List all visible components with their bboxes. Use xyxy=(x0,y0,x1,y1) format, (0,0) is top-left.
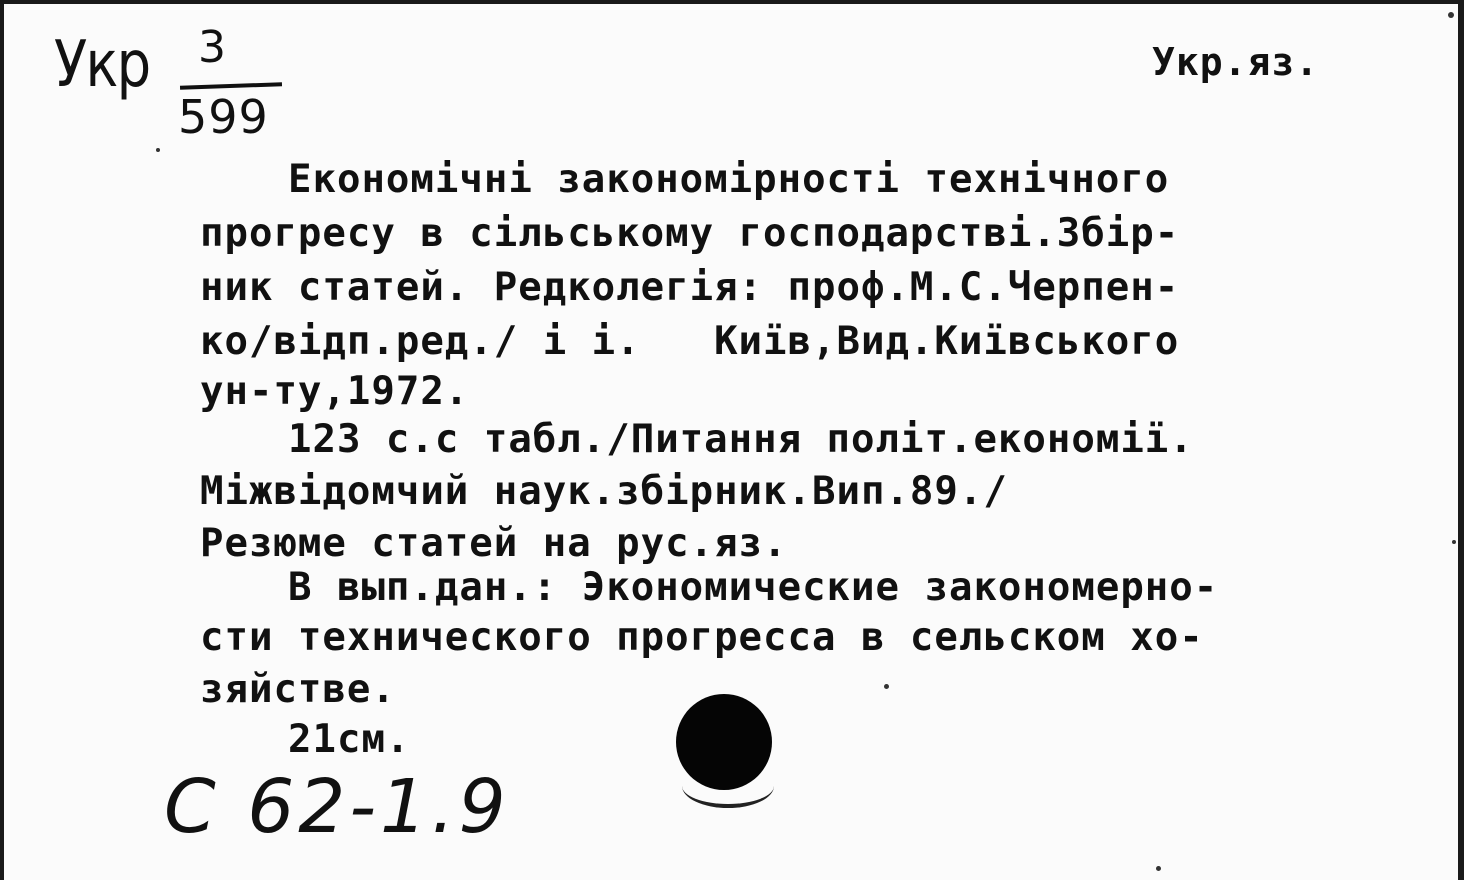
card-top-edge xyxy=(0,0,1464,4)
shelf-mark-denominator: 599 xyxy=(178,90,269,144)
record-line: 123 с.с табл./Питання політ.економії. xyxy=(288,417,1194,462)
record-line: ун-ту,1972. xyxy=(200,369,470,414)
shelf-mark-prefix: Укр xyxy=(54,28,150,102)
card-right-edge xyxy=(1458,0,1464,880)
record-line: сти технического прогресса в сельском хо- xyxy=(200,615,1204,660)
scan-speck xyxy=(1448,12,1454,18)
record-line: прогресу в сільському господарстві.Збір- xyxy=(200,211,1180,256)
record-line: зяйстве. xyxy=(200,667,396,712)
call-number: С 62-1.9 xyxy=(164,764,510,850)
record-line: ко/відп.ред./ і і. Київ,Вид.Київського xyxy=(200,319,1180,364)
record-line: Резюме статей на рус.яз. xyxy=(200,521,788,566)
shelf-mark-fraction-bar xyxy=(180,82,282,90)
language-note: Укр.яз. xyxy=(1152,40,1320,84)
record-line: Міжвідомчий наук.збірник.Вип.89./ xyxy=(200,469,1008,514)
scan-speck xyxy=(156,148,160,152)
record-line: В вып.дан.: Экономические закономерно- xyxy=(288,565,1219,610)
record-line: ник статей. Редколегія: проф.М.С.Черпен- xyxy=(200,265,1180,310)
scan-speck xyxy=(1452,540,1456,544)
record-line: 21см. xyxy=(288,717,411,762)
punch-hole-shadow xyxy=(682,764,774,808)
scan-speck xyxy=(884,684,889,689)
shelf-mark-numerator: 3 xyxy=(198,22,226,73)
record-line: Економічні закономірності технічного xyxy=(288,157,1170,202)
scan-speck xyxy=(1156,866,1161,871)
